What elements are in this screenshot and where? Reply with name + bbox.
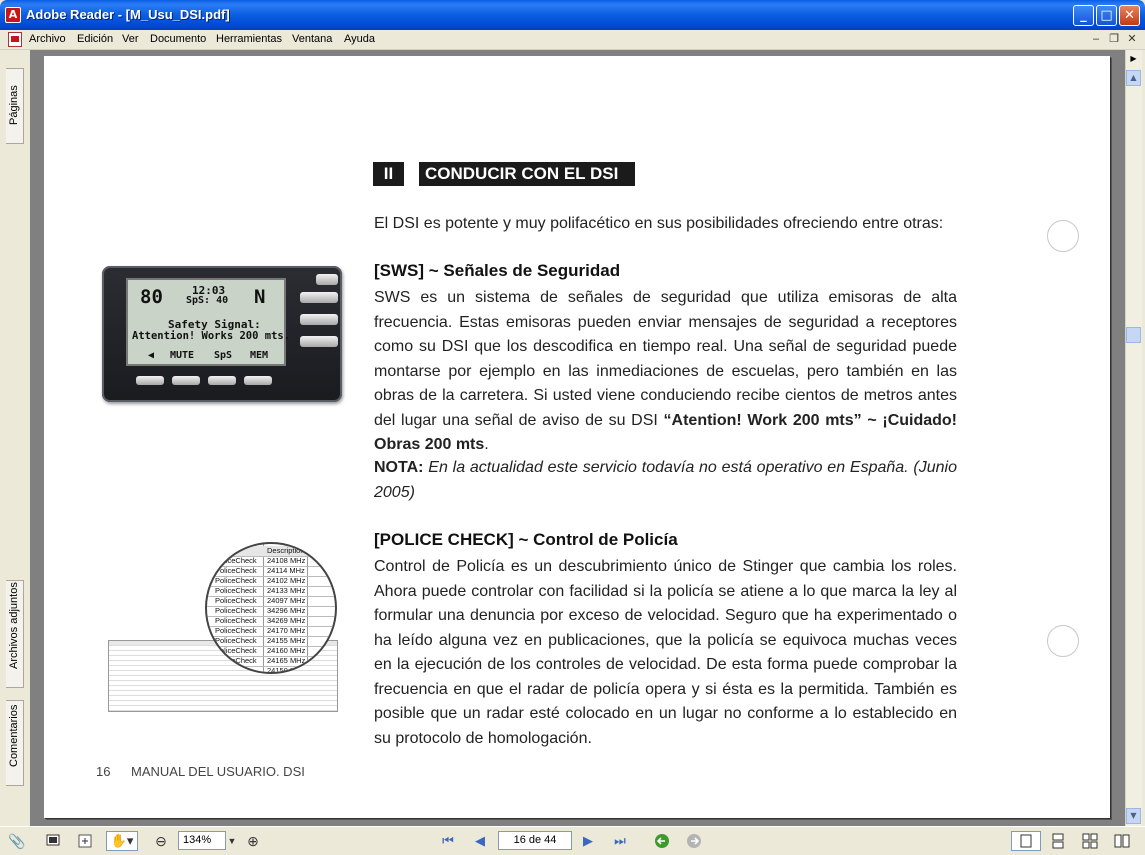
facing-layout-icon[interactable] bbox=[1079, 831, 1101, 851]
go-forward-icon[interactable] bbox=[684, 831, 704, 851]
margin-circle bbox=[1047, 220, 1079, 252]
device-button bbox=[172, 376, 200, 385]
tab-paginas[interactable]: Páginas bbox=[6, 68, 24, 144]
menu-ver[interactable]: Ver bbox=[122, 33, 139, 45]
title-bar bbox=[0, 0, 1145, 30]
doc-restore-button[interactable]: ❐ bbox=[1109, 33, 1119, 45]
menu-edicion[interactable]: Edición bbox=[77, 33, 114, 45]
scroll-down-button[interactable]: ▼ bbox=[1126, 808, 1141, 824]
window-title: Adobe Reader - [M_Usu_DSI.pdf] bbox=[26, 7, 230, 22]
footer-manual-title: MANUAL DEL USUARIO. DSI bbox=[131, 764, 305, 779]
device-button bbox=[300, 336, 338, 347]
footer-page-number: 16 bbox=[96, 764, 111, 779]
police-heading: [POLICE CHECK] ~ Control de Policía bbox=[374, 530, 678, 549]
page-view-icon[interactable] bbox=[44, 831, 62, 851]
first-page-icon[interactable]: ⏮ bbox=[442, 833, 454, 848]
margin-circle bbox=[1047, 625, 1079, 657]
lcd-softkey: ◀ bbox=[148, 350, 155, 361]
device-button bbox=[208, 376, 236, 385]
lcd-softkey: MEM bbox=[250, 350, 269, 361]
lcd-sps: SpS: 40 bbox=[186, 295, 229, 306]
menu-archivo[interactable]: Archivo bbox=[29, 33, 66, 45]
attachment-paperclip-icon[interactable]: 📎 bbox=[8, 832, 26, 849]
device-button bbox=[136, 376, 164, 385]
magnified-police-table: Description PoliceCheck 24108 MHz PoliceCheck 24114 MHz PoliceCheck 24102 MHz PoliceCheck 24133 MHz PoliceCheck 24097 MHz PoliceCheck 34296 MHz PoliceCheck 34269 MHz PoliceCheck 24170 MHz PoliceCheck 24155 MHz PoliceCheck 24160 MHz PoliceCheck 24165 MHz 24150 MHz bbox=[205, 542, 337, 674]
lcd-message-line2: Attention! Works 200 mts. bbox=[132, 330, 291, 342]
table-header: Description bbox=[267, 546, 305, 555]
intro-paragraph: El DSI es potente y muy polifacético en sus posibilidades ofreciendo entre otras: bbox=[374, 215, 944, 232]
lcd-heading: N bbox=[254, 286, 266, 308]
status-toolbar bbox=[0, 826, 1145, 855]
continuous-layout-icon[interactable] bbox=[1047, 831, 1069, 851]
hand-tool-button[interactable]: ✋▾ bbox=[106, 831, 138, 851]
dsi-device-image bbox=[102, 266, 342, 402]
nota-paragraph bbox=[374, 456, 957, 505]
doc-minimize-button[interactable]: – bbox=[1092, 33, 1100, 45]
device-button bbox=[300, 292, 338, 303]
zoom-dropdown-icon[interactable]: ▼ bbox=[227, 836, 237, 846]
chapter-title: CONDUCIR CON EL DSI bbox=[419, 162, 635, 186]
go-back-icon[interactable] bbox=[652, 831, 672, 851]
zoom-level-input[interactable]: 134% bbox=[178, 831, 226, 850]
zoom-in-icon[interactable]: ⊕ bbox=[247, 832, 259, 849]
minimize-button[interactable]: _ bbox=[1073, 5, 1094, 26]
chapter-number: II bbox=[373, 162, 404, 186]
nota-text: En la actualidad este servicio todavía no está operativo en España. (Junio 2005) bbox=[374, 459, 957, 501]
sws-heading: [SWS] ~ Señales de Seguridad bbox=[374, 261, 621, 280]
police-paragraph: Control de Policía es un descubrimiento único de Stinger que cambia los roles. Ahora puede controlar con facilidad si la policía se atiene a lo que marca la ley al formular una denuncia por exceso de velocidad. Seguro que ha experimentado o ha leído alguna vez en publicaciones, que la policía se equivoca muchas veces en la ejecución de los controles de velocidad. De esta forma puede comprobar la frecuencia en que el radar de policía opera y si ésta es la permitida. También es posible que un radar esté colocado en un lugar no conforme a lo establecido en su protocolo de homologación. bbox=[374, 558, 957, 747]
fit-page-icon[interactable] bbox=[76, 831, 94, 851]
last-page-icon[interactable]: ⏭ bbox=[614, 833, 626, 848]
menu-ayuda[interactable]: Ayuda bbox=[344, 33, 375, 45]
vertical-scrollbar[interactable] bbox=[1125, 50, 1142, 826]
lcd-message-line1: Safety Signal: bbox=[168, 318, 261, 331]
device-button bbox=[300, 314, 338, 325]
previous-page-icon[interactable]: ◀ bbox=[475, 833, 485, 848]
tab-archivos-adjuntos[interactable]: Archivos adjuntos bbox=[6, 580, 24, 688]
sws-emphasis: “Atention! Work 200 mts” ~ ¡Cuidado! Obras 200 mts bbox=[374, 411, 958, 453]
scroll-up-button[interactable]: ▲ bbox=[1126, 70, 1141, 86]
close-button[interactable]: ✕ bbox=[1119, 5, 1140, 26]
device-lcd-display bbox=[126, 278, 291, 366]
scroll-thumb[interactable] bbox=[1126, 327, 1141, 343]
pane-arrow-icon[interactable]: ▶ bbox=[1130, 54, 1137, 63]
single-page-layout-icon[interactable] bbox=[1011, 831, 1041, 851]
document-icon[interactable] bbox=[8, 32, 22, 47]
menu-herramientas[interactable]: Herramientas bbox=[216, 33, 283, 45]
menu-documento[interactable]: Documento bbox=[150, 33, 207, 45]
nota-label: NOTA: bbox=[374, 459, 424, 476]
doc-close-button[interactable]: ✕ bbox=[1127, 33, 1137, 45]
tab-comentarios[interactable]: Comentarios bbox=[6, 700, 24, 786]
continuous-facing-layout-icon[interactable] bbox=[1111, 831, 1133, 851]
zoom-out-icon[interactable]: ⊖ bbox=[155, 832, 167, 849]
device-button bbox=[244, 376, 272, 385]
page-number-input[interactable]: 16 de 44 bbox=[498, 831, 572, 850]
sws-paragraph: SWS es un sistema de señales de seguridad que utiliza emisoras de alta frecuencia. Estas emisoras pueden enviar mensajes de seguridad a receptores como su DSI que los descodifica en tiempo real. Una señal de seguridad puede montarse por ejemplo en las inmediaciones de escuelas, pero también en las obras de la carretera. Si usted viene conduciendo recibe cientos de metros antes del lugar una señal de aviso de su DSI “Atention! Work 200 mts” ~ ¡Cuidado! Obras 200 mts. bbox=[374, 289, 958, 453]
adobe-reader-icon: A bbox=[5, 7, 21, 23]
lcd-softkey: SpS bbox=[214, 350, 233, 361]
lcd-softkey: MUTE bbox=[170, 350, 195, 361]
navigation-pane bbox=[0, 50, 28, 826]
menu-ventana[interactable]: Ventana bbox=[292, 33, 333, 45]
lcd-time: 12:03 bbox=[192, 284, 226, 297]
device-button bbox=[316, 274, 338, 285]
next-page-icon[interactable]: ▶ bbox=[583, 833, 593, 848]
menu-bar bbox=[0, 30, 1145, 50]
maximize-button[interactable]: □ bbox=[1096, 5, 1117, 26]
lcd-speed: 80 bbox=[140, 286, 163, 308]
